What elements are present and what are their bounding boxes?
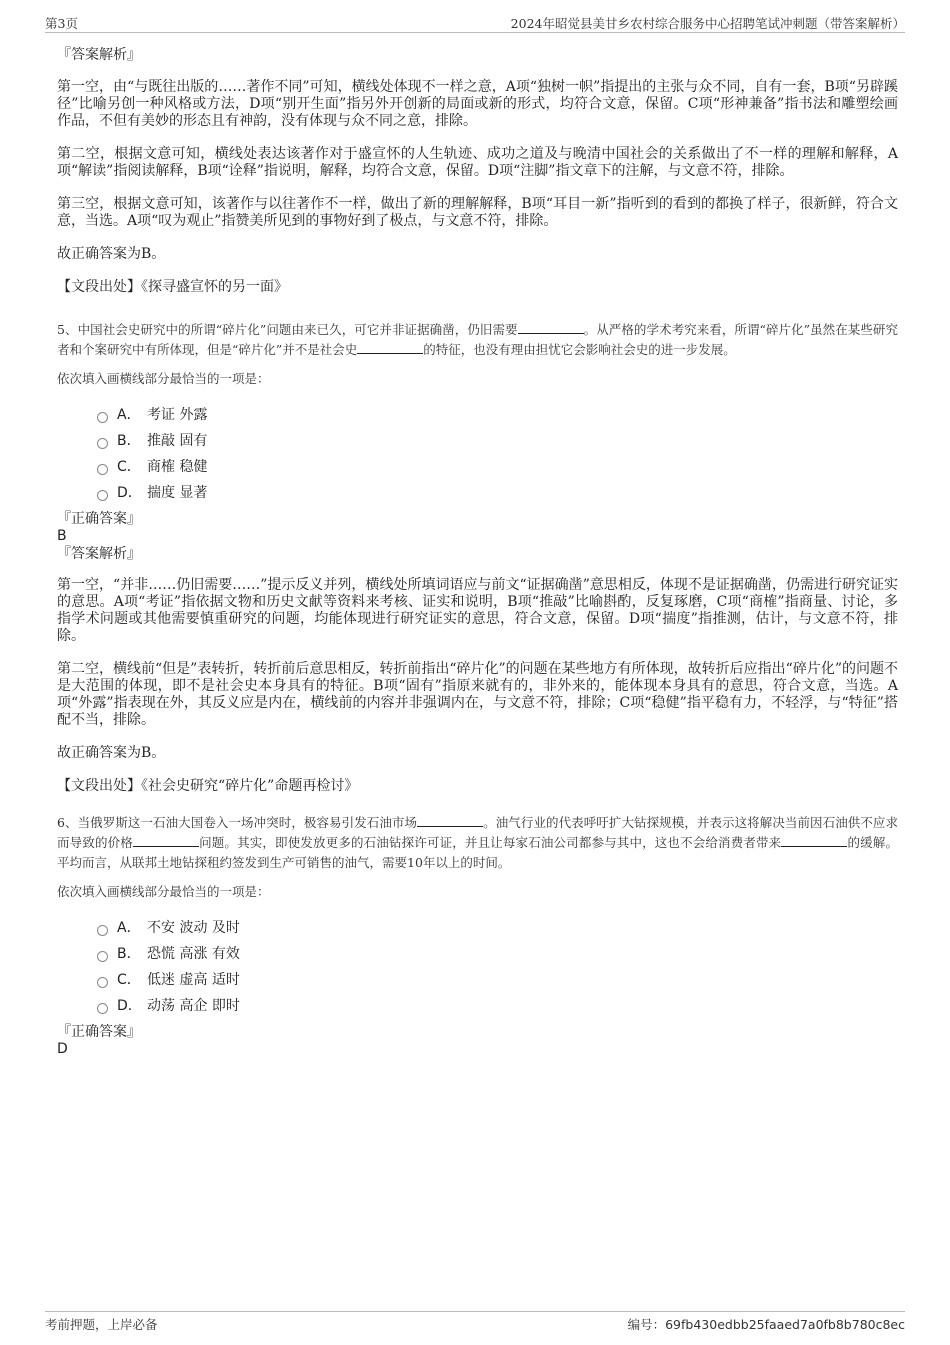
q5-analysis-para-2: 第二空，横线前“但是”表转折，转折前后意思相反，转折前指出“碎片化”的问题在某些地方有所体现，故转折后应指出“碎片化”的问题不是大范围的体现，即不是社会史本身具有的特征。B项“固有”指原来就有的，非外来的，能体现本身具有的意思，符合文意，当选。A项“外露”指表现在外，其反义应是内在，横线前的内容并非强调内在，与文意不符，排除；C项“稳健”指平稳有力，不轻浮，与“特征”搭配不当，排除。 xyxy=(57,661,898,728)
document-title: 2024年昭觉县美甘乡农村综合服务中心招聘笔试冲刺题（带答案解析） xyxy=(510,16,905,31)
q6-option-d[interactable]: D． 动荡 高企 即时 xyxy=(97,993,898,1019)
footer-code-value: 69fb430edbb25faaed7a0fb8b780c8ec xyxy=(665,1317,905,1332)
q6-option-c[interactable]: C． 低迷 虚高 适时 xyxy=(97,967,898,993)
radio-icon[interactable] xyxy=(97,438,108,449)
q5-blank-2 xyxy=(357,340,423,354)
q4-analysis-para-2: 第二空，根据文意可知，横线处表达该著作对于盛宣怀的人生轨迹、成功之道及与晚清中国社会的关系做出了不一样的理解和解释，A项“解读”指阅读解释，B项“诠释”指说明，解释，均符合文意，保留。D项“注脚”指文章下的注解，与文意不符，排除。 xyxy=(57,146,898,179)
q5-text xyxy=(57,320,898,360)
q6-text xyxy=(57,813,898,873)
q6-options xyxy=(97,915,898,1019)
q4-analysis-para-1: 第一空，由“与既往出版的……著作不同”可知，横线处体现不一样之意，A项“独树一帜”指提出的主张与众不同，自有一套，B项“另辟蹊径”比喻另创一种风格或方法，D项“别开生面”指另外开创新的局面或新的形式，均符合文意，保留。C项“形神兼备”指书法和雕塑绘画作品，不但有美妙的形态且有神韵，没有体现与众不同之意，排除。 xyxy=(57,79,898,129)
q6-blank-3 xyxy=(781,833,847,847)
q4-analysis-para-3: 第三空，根据文意可知，该著作与以往著作不一样，做出了新的理解解释，B项“耳目一新”指听到的看到的都换了样子，很新鲜，符合文意，当选。A项“叹为观止”指赞美所见到的事物好到了极点，与文意不符，排除。 xyxy=(57,196,898,229)
q5-correct-answer: B xyxy=(57,528,67,544)
q6-option-b[interactable]: B． 恐慌 高涨 有效 xyxy=(97,941,898,967)
footer-slogan: 考前押题，上岸必备 xyxy=(45,1317,158,1332)
q5-analysis-label: 『答案解析』 xyxy=(57,546,141,562)
q6-text-part-4: 的缓解。平均而言，从联邦土地钻探租约签发到生产可销售的油气，需要10年以上的时间。 xyxy=(57,835,898,870)
q5-option-c[interactable]: C． 商榷 稳健 xyxy=(97,454,898,480)
q5-source: 【文段出处】《社会史研究“碎片化”命题再检讨》 xyxy=(57,778,359,794)
q5-option-d[interactable]: D． 揣度 显著 xyxy=(97,480,898,506)
radio-icon[interactable] xyxy=(97,977,108,988)
q4-source: 【文段出处】《探寻盛宣怀的另一面》 xyxy=(57,279,288,295)
q4-conclusion: 故正确答案为B。 xyxy=(57,246,166,262)
radio-icon[interactable] xyxy=(97,951,108,962)
page-content xyxy=(57,46,898,1058)
q6-prompt: 依次填入画横线部分最恰当的一项是： xyxy=(57,884,270,899)
radio-icon[interactable] xyxy=(97,412,108,423)
q6-correct-label: 『正确答案』 xyxy=(57,1024,141,1040)
q5-text-part-3: 的特征，也没有理由担忧它会影响社会史的进一步发展。 xyxy=(423,342,736,357)
q6-blank-2 xyxy=(133,833,199,847)
page-header xyxy=(45,12,905,33)
q5-correct-label: 『正确答案』 xyxy=(57,511,141,527)
q6-option-a[interactable]: A． 不安 波动 及时 xyxy=(97,915,898,941)
page-number: 第3页 xyxy=(45,16,78,31)
q4-analysis-label: 『答案解析』 xyxy=(57,47,141,63)
q5-analysis-para-1: 第一空，“并非……仍旧需要……”提示反义并列，横线处所填词语应与前文“证据确凿”意思相反，体现不是证据确凿，仍需进行研究证实的意思。A项“考证”指依据文物和历史文献等资料来考核、证实和说明，B项“推敲”比喻斟酌，反复琢磨，C项“商榷”指商量、讨论，多指学术问题或其他需要慎重研究的问题，均能体现进行研究证实的意思，符合文意，保留。D项“揣度”指推测，估计，与文意不符，排除。 xyxy=(57,577,898,644)
q5-conclusion: 故正确答案为B。 xyxy=(57,745,166,761)
q5-prompt: 依次填入画横线部分最恰当的一项是： xyxy=(57,371,270,386)
q6-text-part-2: 。油气行业的代表呼吁扩大钻探规模，并表示这将解决当前因石油供不应求而导致的价格 xyxy=(57,815,898,850)
q5-text-part-1: 5、中国社会史研究中的所谓“碎片化”问题由来已久，可它并非证据确凿，仍旧需要 xyxy=(57,322,518,337)
q5-text-part-2: 。从严格的学术考究来看，所谓“碎片化”虽然在某些研究者和个案研究中有所体现，但是“碎片化”并不是社会史 xyxy=(57,322,898,357)
radio-icon[interactable] xyxy=(97,925,108,936)
q5-options xyxy=(97,402,898,506)
radio-icon[interactable] xyxy=(97,464,108,475)
q5-option-a[interactable]: A． 考证 外露 xyxy=(97,402,898,428)
q6-blank-1 xyxy=(417,813,483,827)
page-footer xyxy=(45,1311,905,1334)
footer-code-label: 编号： xyxy=(627,1317,666,1332)
q6-correct-answer: D xyxy=(57,1041,68,1057)
q5-option-b[interactable]: B． 推敲 固有 xyxy=(97,428,898,454)
q6-text-part-3: 问题。其实，即使发放更多的石油钻探许可证，并且让每家石油公司都参与其中，这也不会给消费者带来 xyxy=(198,835,782,850)
radio-icon[interactable] xyxy=(97,1003,108,1014)
radio-icon[interactable] xyxy=(97,490,108,501)
footer-code xyxy=(628,1315,905,1333)
q6-text-part-1: 6、当俄罗斯这一石油大国卷入一场冲突时，极容易引发石油市场 xyxy=(57,815,418,830)
q5-blank-1 xyxy=(518,320,584,334)
